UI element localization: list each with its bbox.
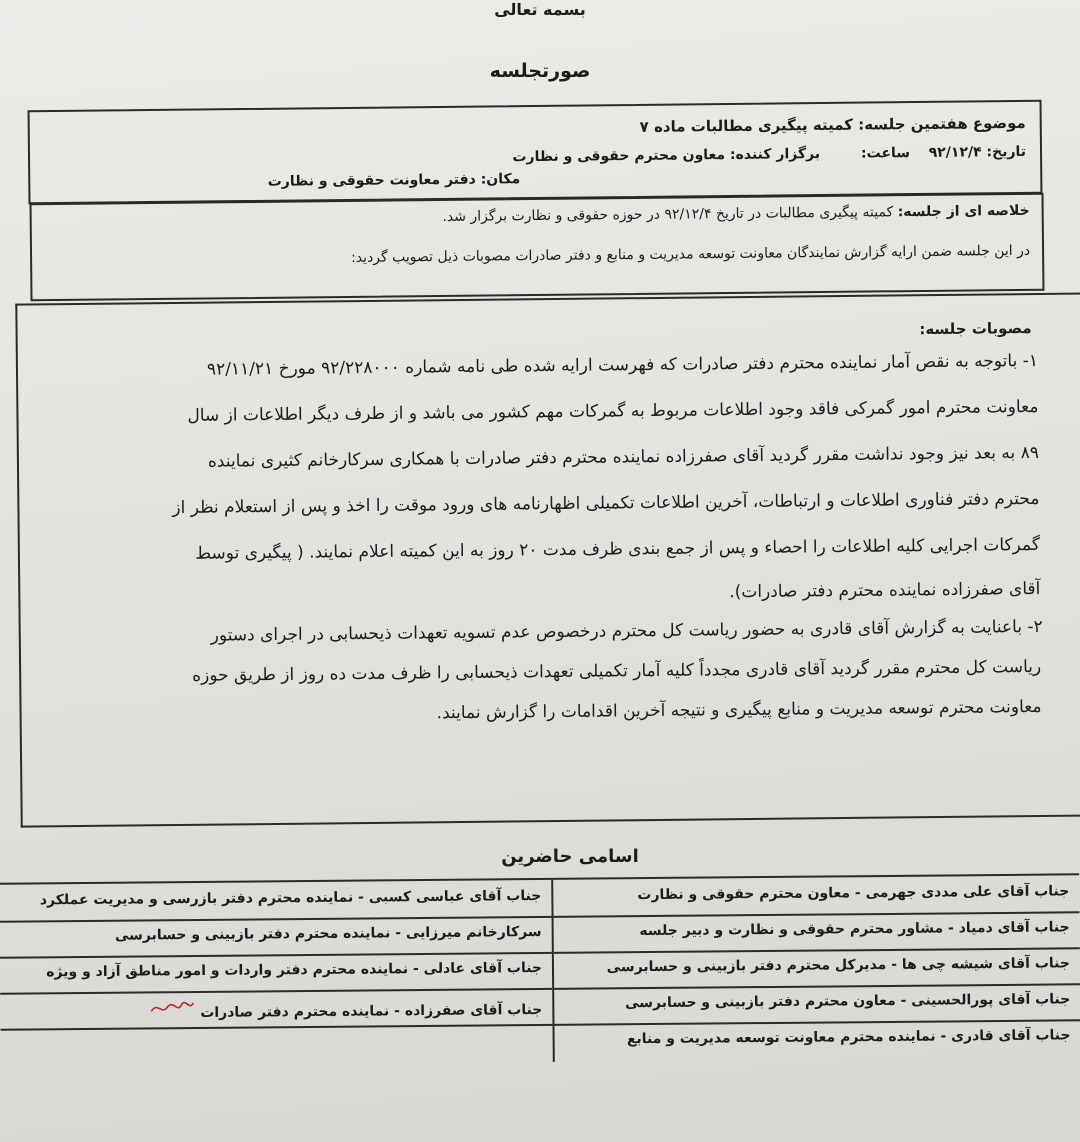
attendees-title: اسامی حاضرین: [501, 846, 639, 867]
attendee-name: جناب آقای قادری - نماینده محترم معاونت توسعه مدیریت و منابع: [626, 1027, 1071, 1048]
attendee-row: [554, 1019, 1080, 1060]
attendee-name: جناب آقای علی مددی جهرمی - معاون محترم حقوقی و نظارت: [637, 883, 1070, 904]
attendee-name: سرکارخانم میرزایی - نماینده محترم دفتر بازبینی و حسابرسی: [114, 923, 542, 944]
attendee-name: جناب آقای عادلی - نماینده محترم دفتر واردات و امور مناطق آزاد و ویژه: [46, 959, 543, 981]
decision-line: آقای صفرزاده نماینده محترم دفتر صادرات).: [729, 578, 1041, 603]
decision-line: ۱- باتوجه به نقص آمار نماینده محترم دفتر صادرات که فهرست ارایه شده طی نامه شماره ۹۲/۲۲۸۰۰۰ مورخ ۹۲/۱۱/۲۱: [206, 350, 1039, 380]
attendee-name: جناب آقای صفرزاده - نماینده محترم دفتر صادرات: [200, 1001, 543, 1021]
decisions-box: [15, 292, 1080, 827]
meeting-date: تاریخ: ۹۲/۱۲/۴: [928, 143, 1027, 161]
decision-line: محترم دفتر فناوری اطلاعات و ارتباطات، آخرین اطلاعات تکمیلی اظهارنامه های ورود موقت را اخذ و پس از استعلام نظر از: [172, 488, 1040, 519]
summary-box: [30, 193, 1045, 302]
summary-label: خلاصه ای از جلسه:: [897, 202, 1030, 221]
decision-line: گمرکات اجرایی کلیه اطلاعات را احصاء و پس از جمع بندی ظرف مدت ۲۰ روز به این کمیته اعلام نمایند. ( پیگیری توسط: [195, 534, 1040, 564]
bismillah-heading: بسمه تعالی: [494, 0, 586, 19]
decision-line: معاونت محترم توسعه مدیریت و منابع پیگیری و نتیجه آخرین اقدامات را گزارش نمایند.: [436, 696, 1042, 724]
attendee-name-with-signature: [143, 996, 542, 1021]
decision-line: ۲- باعنایت به گزارش آقای قادری به حضور ریاست کل محترم درخصوص عدم تسویه تعهدات ذیحسابی در اجرای دستور: [210, 616, 1043, 646]
meeting-location: مکان: دفتر معاونت حقوقی و نظارت: [267, 171, 521, 190]
attendee-name: جناب آقای دمیاد - مشاور محترم حقوقی و نظارت و دبیر جلسه: [639, 919, 1070, 940]
decision-line: ریاست کل محترم مقرر گردید آقای قادری مجدداً کلیه آمار تکمیلی تعهدات ذیحسابی را ظرف مدت ده روز از طریق حوزه: [192, 656, 1042, 686]
attendee-name: جناب آقای پورالحسینی - معاون محترم دفتر بازبینی و حسابرسی: [624, 991, 1071, 1012]
attendees-table: [0, 873, 1080, 1066]
attendees-column-right: [553, 875, 1080, 1062]
attendees-column-left: [0, 880, 555, 1067]
meeting-time: ساعت:: [860, 145, 911, 162]
meeting-info-box: [28, 100, 1043, 205]
decision-line: ۸۹ به بعد نیز وجود نداشت مقرر گردید آقای صفرزاده نماینده محترم دفتر صادرات با همکاری سرکارخانم کثیری نماینده: [207, 442, 1040, 472]
decisions-title: مصوبات جلسه:: [919, 319, 1032, 339]
document-title: صورتجلسه: [489, 60, 591, 82]
signature-mark: [149, 1005, 195, 1021]
decision-line: معاونت محترم امور گمرکی فاقد وجود اطلاعات مربوط به گمرکات مهم کشور می باشد و از طرف دیگر اطلاعات از سال: [187, 396, 1039, 426]
signature-scribble: [149, 999, 195, 1017]
summary-line-1: کمیته پیگیری مطالبات در تاریخ ۹۲/۱۲/۴ در حوزه حقوقی و نظارت برگزار شد.: [442, 204, 894, 225]
attendee-name: جناب آقای عباسی کسبی - نماینده محترم دفتر بازرسی و مدیریت عملکرد: [39, 887, 542, 909]
attendee-name: جناب آقای شیشه چی ها - مدیرکل محترم دفتر بازبینی و حسابرسی: [606, 955, 1071, 976]
meeting-subject: موضوع هفتمین جلسه: کمیته پیگیری مطالبات ماده ۷: [639, 113, 1026, 136]
meeting-organizer: برگزار کننده: معاون محترم حقوقی و نظارت: [512, 146, 821, 166]
summary-line-2: در این جلسه ضمن ارایه گزارش نمایندگان معاونت توسعه مدیریت و منابع و دفتر صادرات مصوبات ذیل تصویب گردید:: [350, 242, 1031, 266]
attendee-row-empty: [0, 1024, 552, 1065]
